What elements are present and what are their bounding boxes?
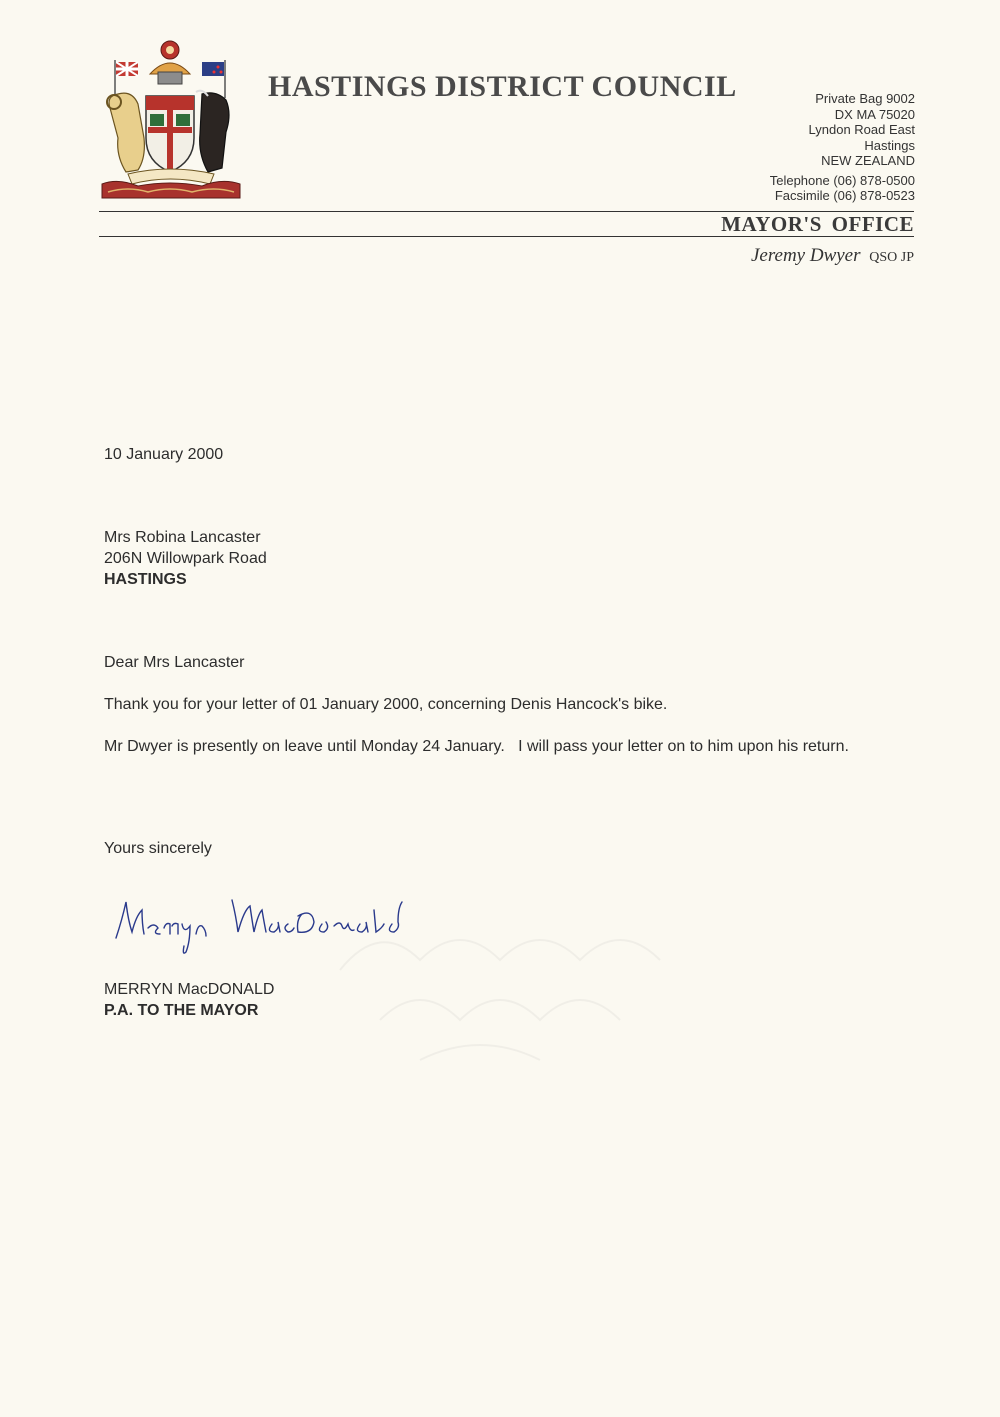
council-name: HASTINGS DISTRICT COUNCIL [268, 70, 737, 103]
signer-block [104, 979, 274, 1021]
telephone: Telephone (06) 878-0500 [769, 172, 915, 188]
paper-watermark-icon [320, 880, 720, 1080]
mayor-line [751, 245, 914, 267]
recipient-street: 206N Willowpark Road [104, 550, 267, 567]
signer-title: P.A. TO THE MAYOR [104, 1002, 259, 1019]
header-divider-bottom [99, 236, 914, 237]
signer-name: MERRYN MacDONALD [104, 981, 275, 998]
address-line: Private Bag 9002 [815, 91, 915, 106]
address-line: NEW ZEALAND [821, 153, 915, 168]
mayor-honours: QSO JP [869, 250, 914, 265]
recipient-name: Mrs Robina Lancaster [104, 529, 261, 546]
facsimile: Facsimile (06) 878-0523 [774, 188, 915, 203]
recipient-city: HASTINGS [104, 571, 187, 588]
address-line: Hastings [864, 137, 915, 153]
address-line: DX MA 75020 [834, 106, 915, 122]
coat-of-arms-icon [98, 38, 244, 200]
recipient-address [104, 527, 267, 590]
address-line: Lyndon Road East [808, 122, 915, 137]
mayor-name: Jeremy Dwyer [750, 245, 861, 266]
letter-date: 10 January 2000 [104, 446, 224, 463]
salutation: Dear Mrs Lancaster [104, 654, 245, 671]
closing: Yours sincerely [104, 840, 212, 857]
council-address [770, 91, 915, 204]
body-paragraph: Mr Dwyer is presently on leave until Monday 24 January. I will pass your letter on to him upon his return. [104, 738, 849, 755]
office-title: MAYOR'S OFFICE [721, 212, 914, 236]
body-paragraph: Thank you for your letter of 01 January 2000, concerning Denis Hancock's bike. [104, 696, 668, 713]
